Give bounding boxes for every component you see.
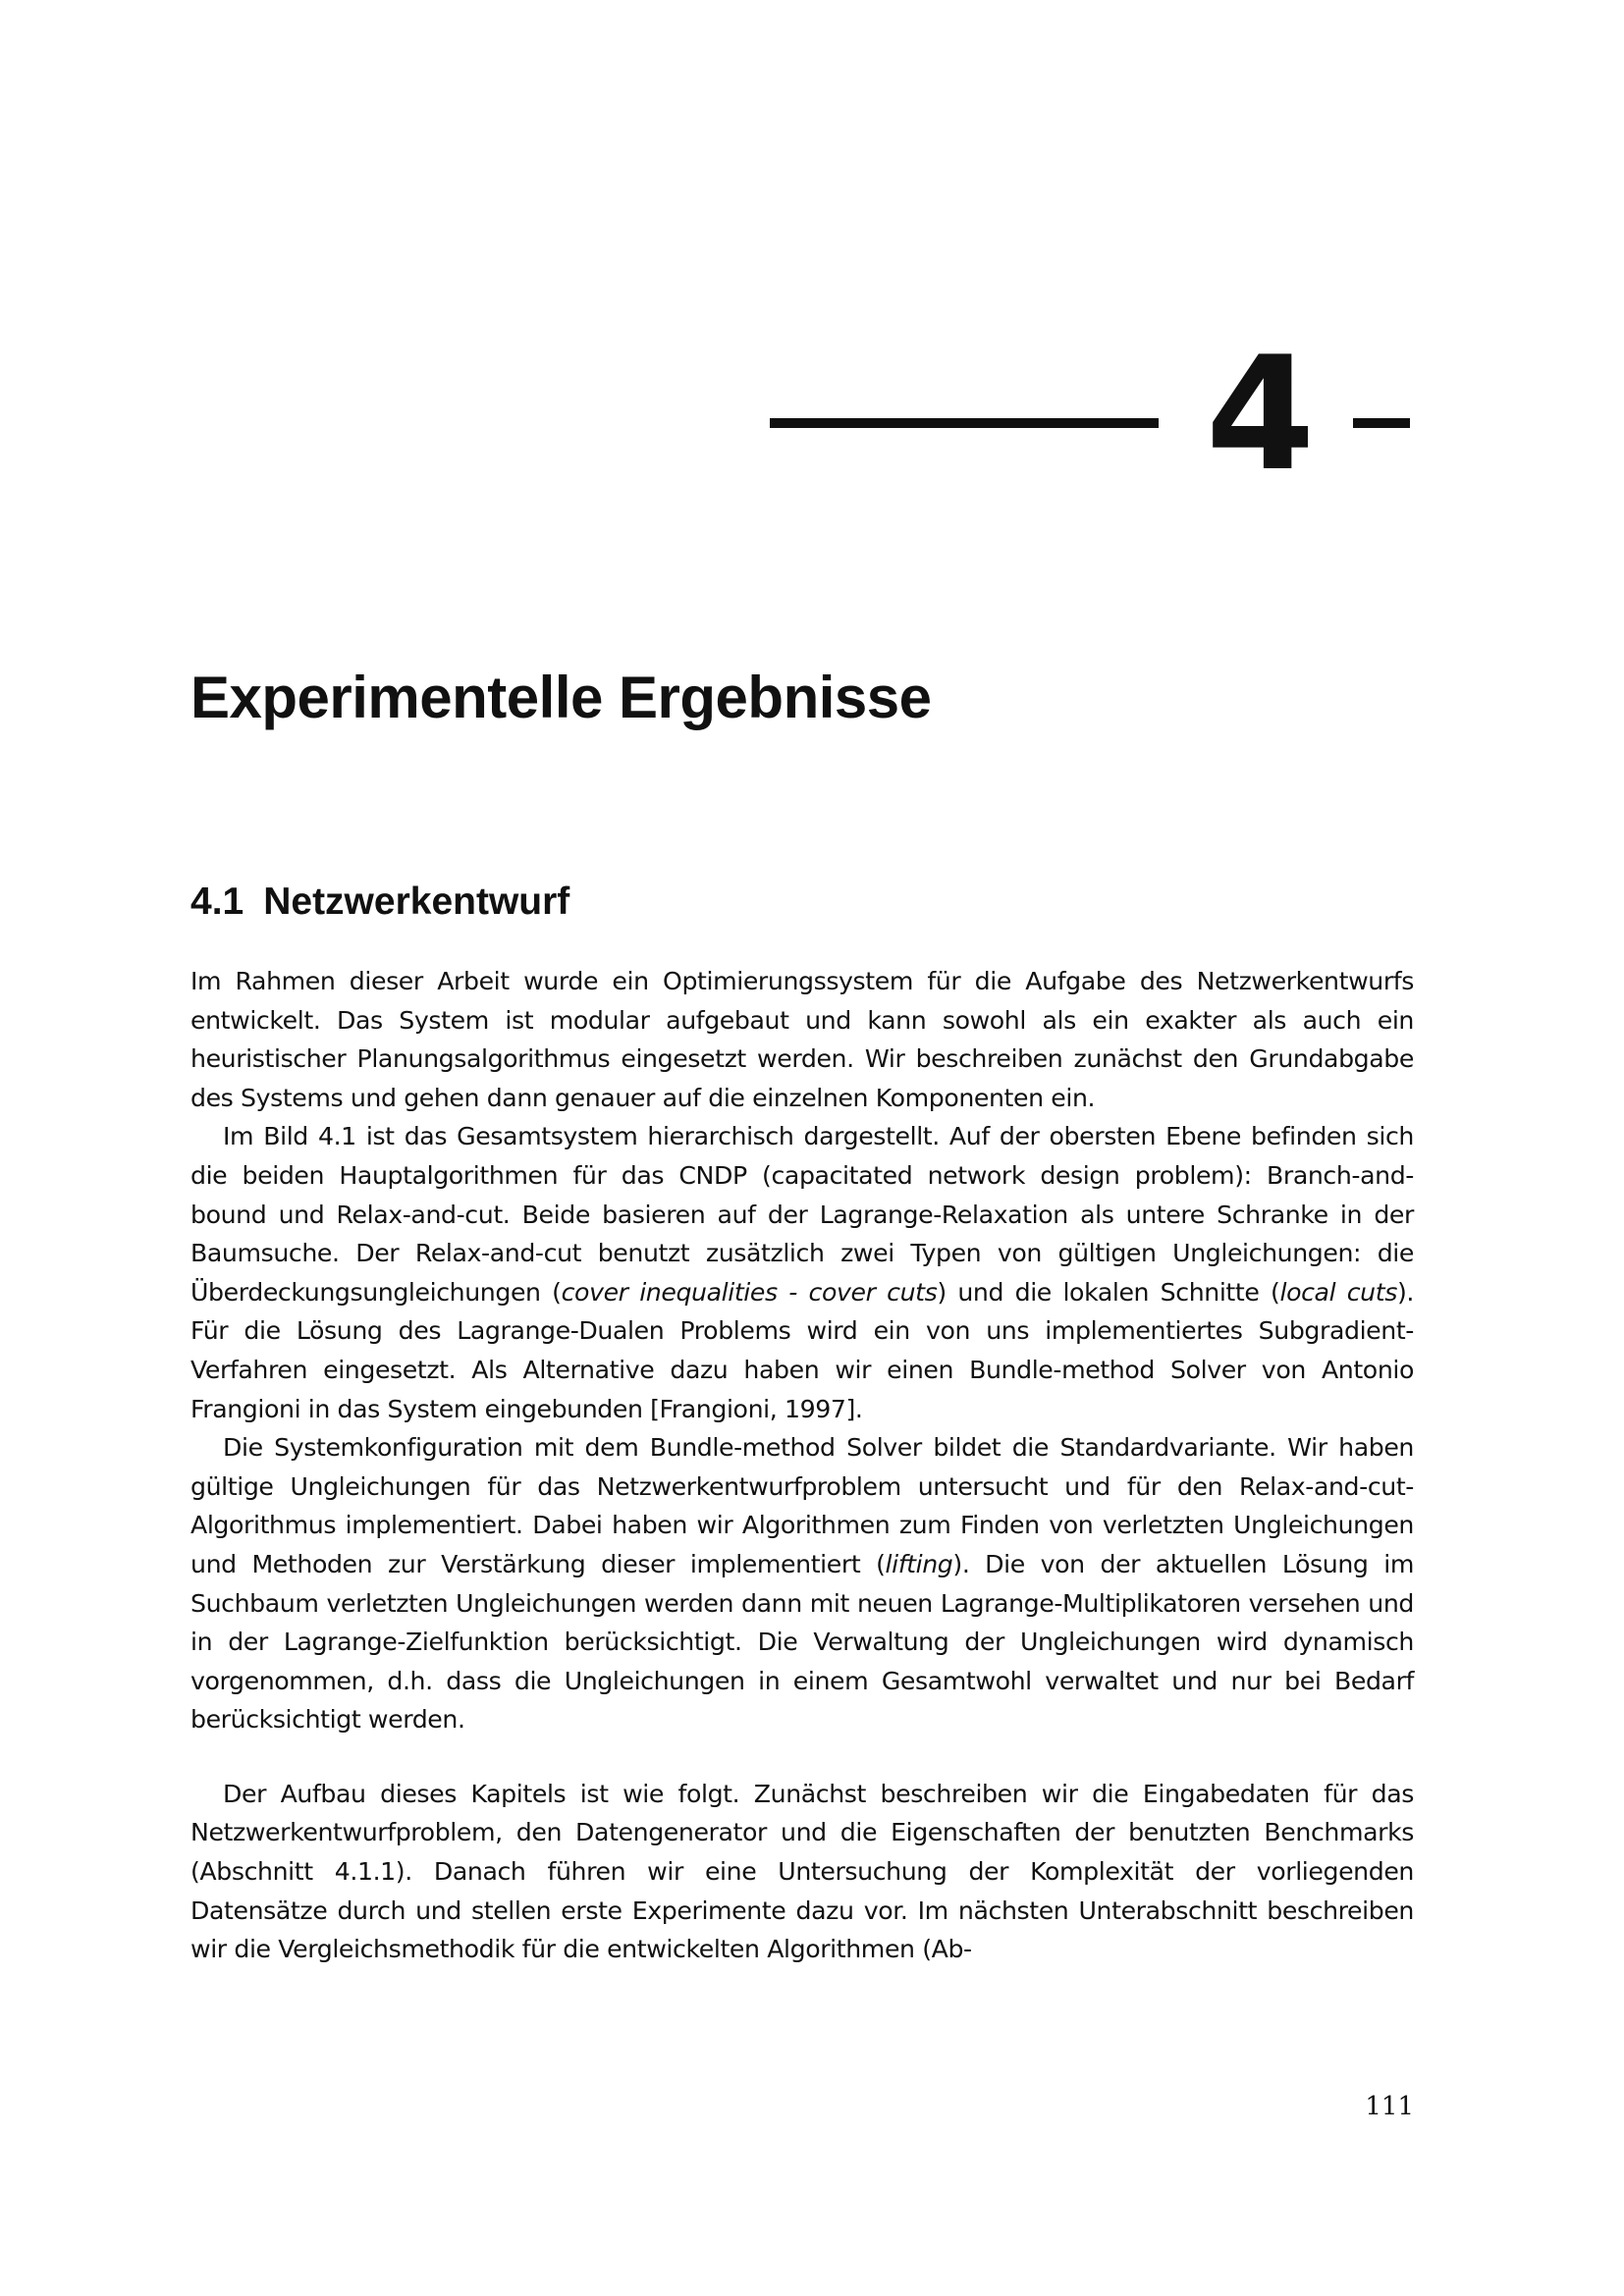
section-title: Netzwerkentwurf (263, 881, 570, 923)
paragraph-2-emphasis-2: local cuts (1279, 1277, 1397, 1307)
paragraph-4: Der Aufbau dieses Kapitels ist wie folgt. Zunächst beschreiben wir die Eingabedaten für das Netzwerkentwurfproblem, den Datengenerator und die Eigenschaften der benutzten Benchmarks (Abschnitt 4.1.1). Danach führen wir eine Untersuchung der Komplexität der vorliegenden Datensätze durch und stellen erste Experimente dazu vor. Im nächsten Unterabschnitt beschreiben wir die Vergleichsmethodik für die entwickelten Algorithmen (Ab- (190, 1779, 1414, 1964)
body-text (190, 962, 1414, 1969)
section-number: 4.1 (190, 881, 244, 923)
paragraph-1: Im Rahmen dieser Arbeit wurde ein Optimierungssystem für die Aufgabe des Netzwerkentwurfs entwickelt. Das System ist modular aufgebaut und kann sowohl als ein exakter als auch ein heuristischer Planungsalgorithmus eingesetzt werden. Wir beschreiben zunächst den Grundabgabe des Systems und gehen dann genauer auf die einzelnen Komponenten ein. (190, 967, 1414, 1112)
paragraph-3 (190, 1428, 1414, 1739)
section-heading (190, 878, 569, 927)
paragraph-3-text-a: Die Systemkonfiguration mit dem Bundle-method Solver bildet die Standardvariante. Wir haben gültige Ungleichungen für das Netzwerkentwurfproblem untersucht und für den Relax-and-cut-Algorithmus implementiert. Dabei haben wir Algorithmen zum Finden von verletzten Ungleichungen und Methoden zur Verstärkung dieser implementiert ( (190, 1433, 1414, 1578)
chapter-dash (1353, 418, 1410, 428)
paragraph-3-emphasis: lifting (885, 1549, 953, 1578)
paragraph-2-text-a: Im Bild 4.1 ist das Gesamtsystem hierarchisch dargestellt. Auf der obersten Ebene befinden sich die beiden Hauptalgorithmen für das CNDP (capacitated network design problem): Branch-and-bound und Relax-and-cut. Beide basieren auf der Lagrange-Relaxation als untere Schranke in der Baumsuche. Der Relax-and-cut benutzt zusätzlich zwei Typen von gültigen Ungleichungen: die Überdeckungsungleichungen ( (190, 1122, 1414, 1307)
paragraph-2 (190, 1117, 1414, 1428)
chapter-rule (770, 418, 1159, 428)
paragraph-2-text-c: ). Für die Lösung des Lagrange-Dualen Problems wird ein von uns implementiertes Subgradient-Verfahren eingesetzt. Als Alternative dazu haben wir einen Bundle-method Solver von Antonio Frangioni in das System eingebunden [Frangioni, 1997]. (190, 1277, 1414, 1423)
paragraph-3-text-b: ). Die von der aktuellen Lösung im Suchbaum verletzten Ungleichungen werden dann mit neuen Lagrange-Multiplikatoren versehen und in der Lagrange-Zielfunktion berücksichtigt. Die Verwaltung der Ungleichungen wird dynamisch vorgenommen, d.h. dass die Ungleichungen in einem Gesamtwohl verwaltet und nur bei Bedarf berücksichtigt werden. (190, 1549, 1414, 1735)
chapter-title: Experimentelle Ergebnisse (190, 665, 932, 730)
paragraph-2-text-b: ) und die lokalen Schnitte ( (937, 1277, 1280, 1307)
paragraph-2-emphasis-1: cover inequalities - cover cuts (561, 1277, 938, 1307)
page-number: 111 (1365, 2092, 1414, 2121)
chapter-number: 4 (1206, 322, 1316, 506)
